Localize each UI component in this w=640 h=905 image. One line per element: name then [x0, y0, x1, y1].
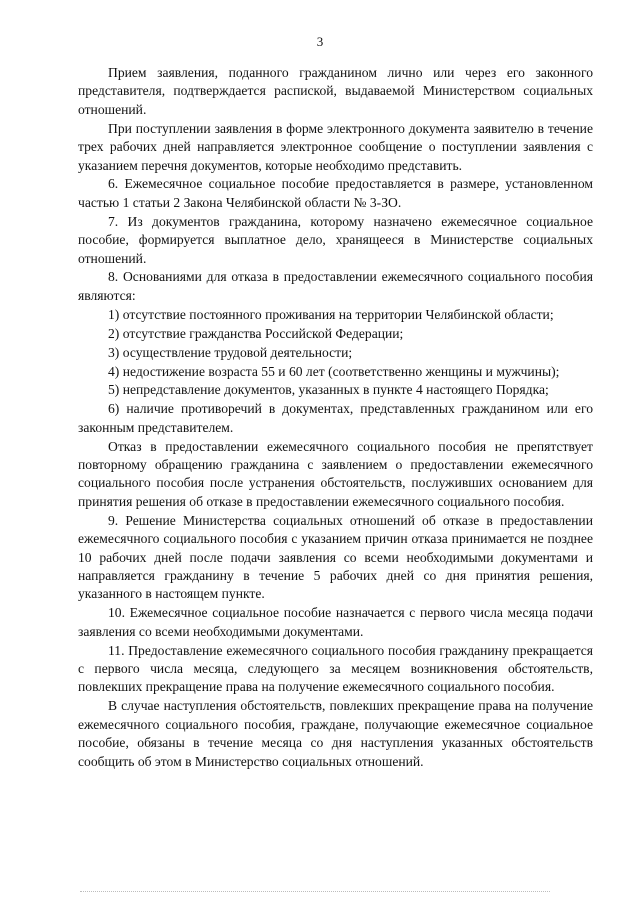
- list-item-5: 5) непредставление документов, указанных в пункте 4 настоящего Порядка;: [108, 382, 549, 398]
- list-item-3: 3) осуществление трудовой деятельности;: [108, 344, 353, 360]
- list-item-2: 2) отсутствие гражданства Российской Федерации;: [108, 325, 404, 341]
- paragraph-electronic-application: При поступлении заявления в форме электронного документа заявителю в течение трех рабочих дней направляется электронное сообщение о поступлении заявления с указанием перечня документов, которые необходимо представить.: [78, 120, 593, 173]
- list-item-6: 6) наличие противоречий в документах, представленных гражданином или его законным представителем.: [78, 401, 593, 435]
- list-item-4: 4) недостижение возраста 55 и 60 лет (соответственно женщины и мужчины);: [108, 363, 560, 379]
- paragraph-item-10: 10. Ежемесячное социальное пособие назначается с первого числа месяца подачи заявления со всеми необходимыми документами.: [78, 605, 593, 639]
- document-body: [78, 64, 593, 771]
- list-item-1: 1) отсутствие постоянного проживания на территории Челябинской области;: [108, 306, 554, 322]
- page-number: 3: [316, 34, 324, 49]
- paragraph-receipt-confirmation: Прием заявления, поданного гражданином лично или через его законного представителя, подтверждается распиской, выдаваемой Министерством социальных отношений.: [78, 65, 593, 117]
- footer-divider: [80, 891, 550, 893]
- paragraph-item-11: 11. Предоставление ежемесячного социального пособия гражданину прекращается с первого числа месяца, следующего за месяцем возникновения обстоятельств, повлекших прекращение права на получение ежемесячного социального пособия.: [78, 642, 593, 695]
- paragraph-item-6: 6. Ежемесячное социальное пособие предоставляется в размере, установленном частью 1 статьи 2 Закона Челябинской области № 3-ЗО.: [78, 176, 593, 210]
- paragraph-refusal-no-obstacle: Отказ в предоставлении ежемесячного социального пособия не препятствует повторному обращению гражданина с заявлением о предоставлении ежемесячного социального пособия после устранения обстоятельств, послуживших основанием для принятия решения об отказе в предоставлении ежемесячного социального пособия.: [78, 438, 593, 509]
- paragraph-item-7: 7. Из документов гражданина, которому назначено ежемесячное социальное пособие, формируется выплатное дело, хранящееся в Министерстве социальных отношений.: [78, 213, 593, 266]
- paragraph-item-9: 9. Решение Министерства социальных отношений об отказе в предоставлении ежемесячного социального пособия с указанием причин отказа принимается не позднее 10 рабочих дней после подачи заявления со всеми необходимыми документами и направляется гражданину в течение 5 рабочих дней со дня принятия решения, указанного в настоящем пункте.: [78, 512, 593, 602]
- paragraph-notification-duty: В случае наступления обстоятельств, повлекших прекращение права на получение ежемесячного социального пособия, граждане, получающие ежемесячное социальное пособие, обязаны в течение месяца со дня наступления указанных обстоятельств сообщить об этом в Министерство социальных отношений.: [78, 698, 593, 769]
- paragraph-item-8: 8. Основаниями для отказа в предоставлении ежемесячного социального пособия являются:: [78, 269, 593, 303]
